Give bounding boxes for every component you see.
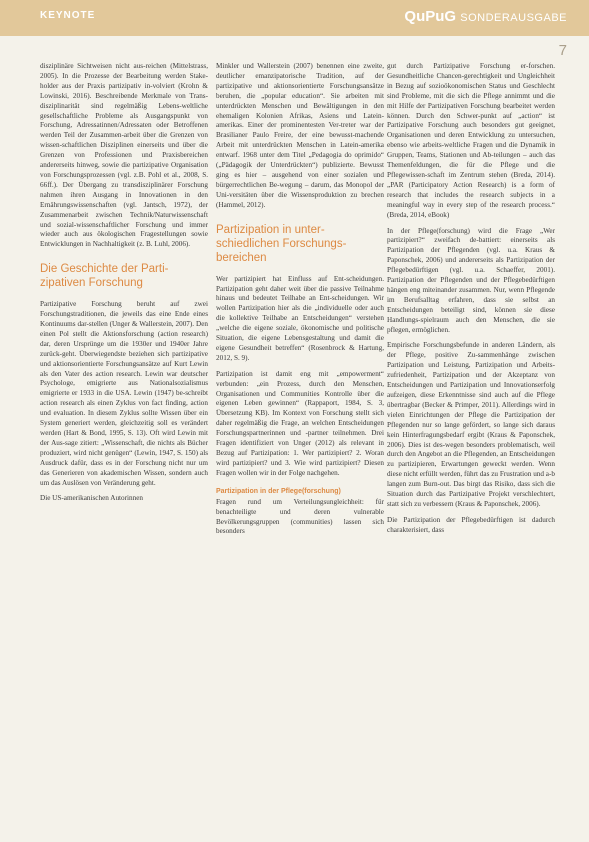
paragraph: Die US-amerikanischen Autorinnen	[40, 494, 143, 503]
section-heading: Partizipation in unter-schiedlichen Forschungs-bereichen	[216, 223, 347, 264]
brand-main: QuPuG	[404, 8, 457, 25]
sub-heading: Partizipation in der Pflege(forschung)	[216, 487, 341, 495]
text-column-1	[40, 62, 208, 510]
page-number: 7	[558, 42, 567, 59]
paragraph: gut durch Partizipative Forschung er-forschen. Gesundheitliche Chancen-gerechtigkeit und Ungleichheit in Bezug auf sozioökonomischen Status und Geschlecht sind Probleme, mit die sich die Pflege annimmt und die mit Hilfe der Partizipativen Forschung bearbeitet werden können. Durch den Schwer-punkt auf „action“ ist Partizipative Forschung auch besonders gut geeignet, Organisationen und deren Entwicklung zu untersuchen, ebenso wie arbeits-weltliche Fragen und die Dynamik in Gruppen, Teams, Stationen und Ab-teilungen – auch das Themenfeldungen, die für die Pflege und die Pflegewissen-schaft im Zentrum stehen (Breda, 2014). „PAR (Participatory Action Research) is a form of research that includes the research subjects in a meaningful way in every step of the research process.“ (Breda, 2014, eBook)	[387, 62, 555, 219]
section-label: KEYNOTE	[40, 10, 96, 21]
text-column-3	[387, 62, 555, 542]
paragraph: Fragen rund um Verteilungsungleichheit: für benachteiligte und deren vulnerable Bevölkerungsgruppen (communities) lassen sich besonders	[216, 497, 384, 536]
paragraph: disziplinäre Sichtweisen nicht aus-reichen (Mittelstrass, 2005). In die Prozesse der Bearbeitung werden Stake-holder aus der Praxis partizipativ in-volviert (Krohn & Lowinski, 2016). Beschreibende Merkmale von Trans-disziplinarität sind regelmäßig Lebens-weltliche gesellschaftliche Probleme als Ausgangspunkt von Forschung, Adressatinnen/Adressaten oder Betroffenen werden Teil der Zusammen-arbeit über die Grenzen von wissen-schaftlichen Disziplinen einerseits und über die Grenzen von Professionen und Praxisbereichen andererseits hinweg, sowie die partizipative Organisation von Forschungsprozessen (vgl. z.B. Pohl et al., 2008, S. 66ff.). Der Übergang zu transdisziplinärer Forschung nahmen ihren Ausgang in Innovationen in den Ernährungswissenschaften (vgl. Jantsch, 1972), der Zusammenarbeit zwischen Technik/Naturwissenschaft und sozial-wissenschaftlicher Forschung und immer wieder auch aus ökologischen Fragestellungen sowie Entwicklungen in Nachhaltigkeit (z. B. Luhl, 2006).	[40, 62, 208, 249]
text-column-2	[216, 62, 384, 543]
paragraph: Empirische Forschungsbefunde in anderen Ländern, als der Pflege, positive Zu-sammenhänge zwischen Partizipation und Leistung, Partizipation und Arbeits-zufriedenheit, Partizipation und der Akzeptanz von Entscheidungen und Partizipation und Innovationserfolg aufzeigen, diese Erkenntnisse sind auch auf die Pflege übertragbar (Becker & Primper, 2011). Allerdings wird in vielen Einrichtungen der Pflege die Partizipation der Pflegenden nur so lange gefördert, so lange sich daraus kein Hinterfragungsbedarf ergibt (Kraus & Paponschek, 2006). Dies ist des-wegen besonders problematisch, weil durch den Angebot an die Pflegenden, an Entscheidungen zu partizipieren, Erwartungen geweckt werden. Wenn diese nicht erfüllt werden, führt das zu Frustration und a-b langen zum Burn-out. Das birgt das Risiko, dass sich die Situation durch das Partizipative Projekt verschlechtert, statt sich zu verbessern (Kraus & Paponschek, 2006).	[387, 341, 555, 508]
paragraph: Wer partizipiert hat Einfluss auf Ent-scheidungen. Partizipation geht daher weit über die passive Teilnahme hinaus und bedeutet Teilhabe an Ent-scheidungen. Wir wollen Partizipation hier als die „individuelle oder auch die kollektive Teilhabe an Entscheidungen“ verstehen „welche die eigene soziale, ökonomische und politische Situation, die eigene Lebensgestaltung und damit die eigene Gesundheit betreffen“ (Rosenbrock & Hartung, 2012, S. 9).	[216, 274, 384, 362]
paragraph: Partizipative Forschung beruht auf zwei Forschungstraditionen, die jeweils das eine Ende eines Kontinuums dar-stellen (Unger & Wallerstein, 2007). Den einen Pol stellt die Aktionsforschung (action research) dar, deren Ursprünge um die 1930er und 1940er Jahre zurück-geht. Überwiegendste beziehen sich partizipative und aktionsorientierte Forschungsansätze auf Kurt Lewin als den Vater des action research. Lewin war deutscher Psychologe, emigrierte aus Nationalsozialismus emigrierte er 1933 in die USA. Lewin (1947) be-schreibt action research als einen Zyklus von fact finding, action und evaluation. In diesem Zyklus sollte Wissen über ein System generiert werden, gleichzeitig soll es verändert werden (Hart & Bond, 1995, S. 13). Oft wird Lewin mit der Aus-sage zitiert: „Wissenschaft, die nichts als Bücher produziert, wird nicht genügen“ (Lewin, 1947, S. 150) als Ausdruck dafür, dass es in der Forschung nicht nur um das Generieren von akademischen Wissen, sondern auch um das Auslösen von Veränderung geht.	[40, 300, 208, 487]
header-banner	[0, 0, 589, 36]
paragraph: Minkler und Wallerstein (2007) benennen eine zweite, deutlicher emanzipatorische Tradition, auf der partizipative und aktionsorientierte Forschungsansätze beruhen, die „popular education“. Sie arbeiten mit unterdrückten Menschen und Bewältigungen in den ehemaligen Kolonien Afrikas, Asiens und Latein-amerikas. Einer der prominentesten Ver-treter war der Brasilianer Paulo Freire, der eine bewusst-machende Arbeit mit unterdrückten Menschen in Latein-amerika entwarf. 1968 unter dem Titel „Pedagogia do oprimido“ („Pädagogik der Unterdrückten“) publizierte. Bewusst ging es hier – ausgehend von einer sozialen und bürgerrechtlichen Be-wegung – darum, das Monopol der Uni-versitäten über die Wissensproduktion zu brechen (Hammel, 2012).	[216, 62, 384, 209]
section-heading: Die Geschichte der Parti-zipativen Forschung	[40, 263, 169, 290]
paragraph: Partizipation ist damit eng mit „empowerment“ verbunden: „ein Prozess, durch den Menschen, Organisationen und Communities Kontrolle über die eigenen Leben gewinnen“ (Rappaport, 1984, S. 3, Übersetzung KB). Im Kontext von Forschung stellt sich daher regelmäßig die Frage, an welchen Entscheidungen Forschungspartnerinnen und -partner teilnehmen. Drei Fragen identifiziert von Unger (2012) als relevant in Bezug auf Partizipation: 1. Wer partizipiert? 2. Woran wird partizipiert? und 3. Wie wird partizipiert? Diesen Fragen wollen wir in der Folge nachgehen.	[216, 369, 384, 477]
brand-edition: SONDERAUSGABE	[460, 12, 567, 24]
paragraph: In der Pflege(forschung) wird die Frage „Wer partizipiert?“ zweifach de-battiert: einerseits als Partizipation der Pflegenden (vgl. u.a. Kraus & Paponschek, 2006) und andererseits als Partizipation der Pflegebedürftigen (vgl. u.a. Schaeffer, 2001). Partizipation der Pflegenden und der Pflegebedürftigen hängen eng miteinander zusammen. Nur, wenn Pflegende im Berufsalltag erfahren, dass sie selbst an Entscheidungen beteiligt sind, können sie diese Handlungs-spielraum auch den Menschen, die sie pflegen, ermöglichen.	[387, 226, 555, 334]
paragraph: Die Partizipation der Pflegebedürftigen ist dadurch charakterisiert, dass	[387, 515, 555, 534]
brand-title	[404, 8, 567, 25]
